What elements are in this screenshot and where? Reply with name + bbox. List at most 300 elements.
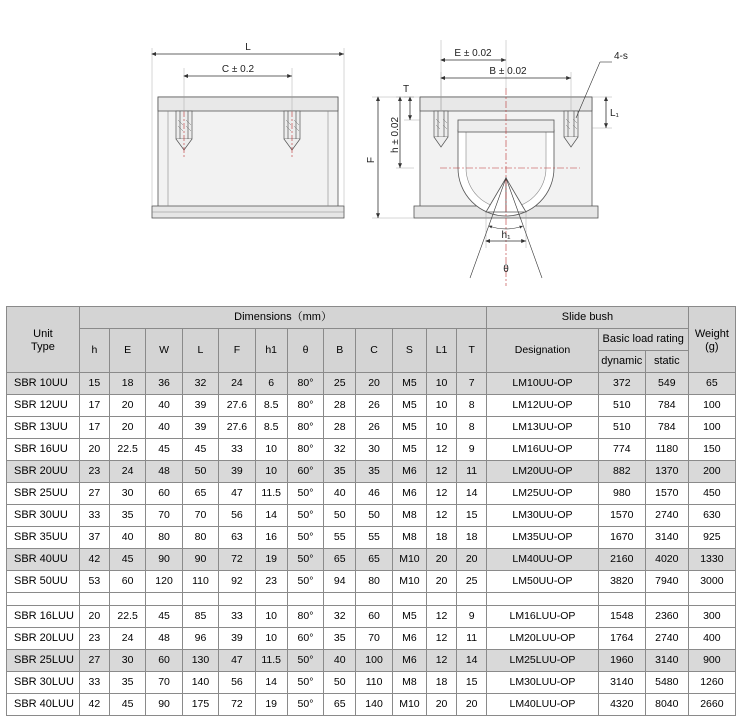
cell-dim-B: 28: [324, 417, 356, 439]
cell-dim-E: 35: [109, 672, 145, 694]
cell-weight: 1330: [688, 549, 735, 571]
cell-weight: 2660: [688, 694, 735, 716]
cell-dim-F: 27.6: [219, 417, 255, 439]
cell-designation: LM13UU-OP: [487, 417, 598, 439]
dim-T-label: T: [402, 84, 410, 95]
cell-dim-h1: 10: [255, 461, 287, 483]
cell-dim-W: 45: [146, 606, 182, 628]
dim-h-label: h ± 0.02: [390, 116, 401, 154]
dim-L1-label: L₁: [610, 108, 619, 119]
cell-dim-T: 11: [457, 461, 487, 483]
cell-dim-T: 18: [457, 527, 487, 549]
cell-dim-L: 80: [182, 527, 218, 549]
cell-dim-T: 11: [457, 628, 487, 650]
cell-dim-S: M5: [392, 606, 426, 628]
cell-dim-B: 55: [324, 527, 356, 549]
cell-weight: 630: [688, 505, 735, 527]
cell-dim-W: 45: [146, 439, 182, 461]
cell-dim-E: 20: [109, 417, 145, 439]
cell-dim-h: 33: [79, 672, 109, 694]
cell-dim-E: 24: [109, 628, 145, 650]
cell-dim-L: 175: [182, 694, 218, 716]
cell-dim-W: 36: [146, 373, 182, 395]
cell-dim-L: 70: [182, 505, 218, 527]
table-row: [7, 694, 736, 716]
cell-dim-T: 15: [457, 505, 487, 527]
cell-dim-W: 48: [146, 461, 182, 483]
cell-dim-T: 7: [457, 373, 487, 395]
header-h1: h1: [255, 329, 287, 373]
cell-dim-L: 32: [182, 373, 218, 395]
spec-table: [6, 306, 736, 716]
cell-weight: 900: [688, 650, 735, 672]
cell-dim-L: 110: [182, 571, 218, 593]
cell-dim-h: 23: [79, 461, 109, 483]
header-dimensions: Dimensions（mm）: [79, 307, 486, 329]
cell-dim-B: 35: [324, 628, 356, 650]
cell-dim-θ: 50°: [287, 483, 323, 505]
header-unit-type: Unit Type: [7, 307, 80, 373]
cell-dim-B: 25: [324, 373, 356, 395]
table-row: [7, 417, 736, 439]
cell-dim-T: 20: [457, 694, 487, 716]
header-E: E: [109, 329, 145, 373]
cell-dim-h1: 23: [255, 571, 287, 593]
cell-weight: 925: [688, 527, 735, 549]
cell-dim-E: 60: [109, 571, 145, 593]
cell-dim-E: 20: [109, 395, 145, 417]
cell-dim-S: M6: [392, 650, 426, 672]
header-L1: L1: [427, 329, 457, 373]
cell-dim-h1: 10: [255, 439, 287, 461]
cell-dim-S: M5: [392, 373, 426, 395]
cell-dim-C: 140: [356, 694, 392, 716]
cell-dim-h1: 8.5: [255, 395, 287, 417]
cell-dim-F: 72: [219, 694, 255, 716]
cell-dim-T: 15: [457, 672, 487, 694]
cell-dynamic: 1960: [598, 650, 645, 672]
cell-dim-B: 65: [324, 549, 356, 571]
cell-dim-E: 30: [109, 650, 145, 672]
header-L: L: [182, 329, 218, 373]
table-row: [7, 373, 736, 395]
cell-dim-T: 9: [457, 439, 487, 461]
cell-dim-T: 8: [457, 395, 487, 417]
cell-unit-type: SBR 20LUU: [7, 628, 80, 650]
cell-dim-L1: 20: [427, 571, 457, 593]
cell-dim-θ: 50°: [287, 694, 323, 716]
cell-dim-θ: 80°: [287, 373, 323, 395]
cell-dim-h: 27: [79, 483, 109, 505]
table-header: [7, 307, 736, 373]
cell-dim-h1: 6: [255, 373, 287, 395]
dim-C-label: C ± 0.2: [221, 64, 255, 75]
cell-dim-h: 53: [79, 571, 109, 593]
header-slide-bush: Slide bush: [487, 307, 688, 329]
table-row: [7, 606, 736, 628]
cell-static: 1370: [645, 461, 688, 483]
cell-dim-T: 25: [457, 571, 487, 593]
cell-dim-B: 35: [324, 461, 356, 483]
cell-dim-h: 20: [79, 606, 109, 628]
cell-dim-W: 90: [146, 694, 182, 716]
cell-unit-type: SBR 20UU: [7, 461, 80, 483]
cell-dim-h: 37: [79, 527, 109, 549]
cell-dim-L1: 12: [427, 439, 457, 461]
cell-dim-S: M8: [392, 672, 426, 694]
cell-dim-h1: 14: [255, 672, 287, 694]
cell-dynamic: 882: [598, 461, 645, 483]
cell-designation: LM16UU-OP: [487, 439, 598, 461]
dim-h1-label: h₁: [501, 230, 511, 241]
cell-dim-h1: 11.5: [255, 650, 287, 672]
cell-dim-F: 27.6: [219, 395, 255, 417]
cell-dim-B: 50: [324, 505, 356, 527]
cell-dim-L1: 10: [427, 395, 457, 417]
cell-dim-h1: 10: [255, 606, 287, 628]
header-h: h: [79, 329, 109, 373]
table-row: [7, 628, 736, 650]
cell-dim-θ: 80°: [287, 606, 323, 628]
spacer-cell: [146, 593, 182, 606]
cell-dim-L: 130: [182, 650, 218, 672]
spacer-cell: [645, 593, 688, 606]
cell-dim-F: 33: [219, 439, 255, 461]
cell-dim-F: 72: [219, 549, 255, 571]
cell-dim-θ: 50°: [287, 571, 323, 593]
cell-designation: LM25UU-OP: [487, 483, 598, 505]
cell-dim-θ: 80°: [287, 395, 323, 417]
cell-dim-L: 39: [182, 417, 218, 439]
table-row: [7, 483, 736, 505]
cell-unit-type: SBR 35UU: [7, 527, 80, 549]
cell-dim-L: 85: [182, 606, 218, 628]
cell-dim-θ: 50°: [287, 672, 323, 694]
cell-dim-h: 20: [79, 439, 109, 461]
cell-dim-E: 45: [109, 694, 145, 716]
cell-dim-L1: 10: [427, 417, 457, 439]
cell-dim-L1: 12: [427, 483, 457, 505]
cell-static: 1570: [645, 483, 688, 505]
cell-dim-S: M6: [392, 483, 426, 505]
cell-dim-F: 56: [219, 672, 255, 694]
cell-dynamic: 3820: [598, 571, 645, 593]
cell-dim-C: 20: [356, 373, 392, 395]
cell-dim-C: 70: [356, 628, 392, 650]
cell-dim-S: M10: [392, 549, 426, 571]
spacer-cell: [109, 593, 145, 606]
spacer-cell: [598, 593, 645, 606]
cell-dim-L1: 12: [427, 606, 457, 628]
spacer-cell: [255, 593, 287, 606]
cell-dim-L: 50: [182, 461, 218, 483]
cell-unit-type: SBR 50UU: [7, 571, 80, 593]
cell-dim-S: M10: [392, 694, 426, 716]
cell-designation: LM16LUU-OP: [487, 606, 598, 628]
cell-dim-θ: 50°: [287, 505, 323, 527]
cell-dim-E: 45: [109, 549, 145, 571]
cell-dynamic: 3140: [598, 672, 645, 694]
cell-dim-C: 100: [356, 650, 392, 672]
cell-dim-B: 32: [324, 439, 356, 461]
header-W: W: [146, 329, 182, 373]
cell-unit-type: SBR 16LUU: [7, 606, 80, 628]
cell-dim-B: 32: [324, 606, 356, 628]
cell-static: 784: [645, 417, 688, 439]
cell-dim-h1: 10: [255, 628, 287, 650]
dim-theta-label: θ: [503, 264, 509, 275]
cell-dim-θ: 60°: [287, 628, 323, 650]
cell-designation: LM25LUU-OP: [487, 650, 598, 672]
table-spacer-row: [7, 593, 736, 606]
dim-L-label: L: [245, 42, 251, 53]
drawing-svg: [0, 0, 742, 295]
cell-dynamic: 372: [598, 373, 645, 395]
cell-dim-W: 48: [146, 628, 182, 650]
table-row: [7, 650, 736, 672]
cell-designation: LM20UU-OP: [487, 461, 598, 483]
cell-unit-type: SBR 40LUU: [7, 694, 80, 716]
cell-dim-W: 60: [146, 650, 182, 672]
spacer-cell: [287, 593, 323, 606]
cell-dim-θ: 80°: [287, 417, 323, 439]
cell-dim-F: 39: [219, 628, 255, 650]
spacer-cell: [457, 593, 487, 606]
spacer-cell: [79, 593, 109, 606]
header-basic-load-rating: Basic load rating: [598, 329, 688, 351]
cell-weight: 150: [688, 439, 735, 461]
cell-static: 784: [645, 395, 688, 417]
cell-dim-S: M10: [392, 571, 426, 593]
cell-designation: LM50UU-OP: [487, 571, 598, 593]
cell-unit-type: SBR 12UU: [7, 395, 80, 417]
cell-unit-type: SBR 10UU: [7, 373, 80, 395]
cell-static: 5480: [645, 672, 688, 694]
cell-static: 1180: [645, 439, 688, 461]
cell-dynamic: 4320: [598, 694, 645, 716]
cell-dim-L: 96: [182, 628, 218, 650]
cell-dim-T: 8: [457, 417, 487, 439]
spacer-cell: [427, 593, 457, 606]
cell-dim-F: 92: [219, 571, 255, 593]
cell-dynamic: 774: [598, 439, 645, 461]
table-body: [7, 373, 736, 716]
cell-dynamic: 1570: [598, 505, 645, 527]
cell-dim-θ: 50°: [287, 527, 323, 549]
cell-dim-F: 33: [219, 606, 255, 628]
cell-dim-h: 42: [79, 549, 109, 571]
cell-dim-F: 47: [219, 483, 255, 505]
cell-designation: LM10UU-OP: [487, 373, 598, 395]
cell-dim-h: 15: [79, 373, 109, 395]
cell-dim-h1: 11.5: [255, 483, 287, 505]
cell-dim-L: 65: [182, 483, 218, 505]
cell-dim-T: 14: [457, 650, 487, 672]
cell-dim-W: 40: [146, 417, 182, 439]
spacer-cell: [392, 593, 426, 606]
cell-weight: 3000: [688, 571, 735, 593]
cell-dim-S: M6: [392, 628, 426, 650]
cell-dim-E: 22.5: [109, 439, 145, 461]
cell-weight: 100: [688, 417, 735, 439]
cell-dim-E: 18: [109, 373, 145, 395]
cell-dim-B: 94: [324, 571, 356, 593]
cell-dim-L: 45: [182, 439, 218, 461]
spacer-cell: [487, 593, 598, 606]
cell-weight: 1260: [688, 672, 735, 694]
cell-dim-C: 65: [356, 549, 392, 571]
header-theta: θ: [287, 329, 323, 373]
cell-weight: 400: [688, 628, 735, 650]
header-F: F: [219, 329, 255, 373]
cell-dim-L1: 20: [427, 549, 457, 571]
cell-dim-h: 27: [79, 650, 109, 672]
cell-dim-L1: 12: [427, 461, 457, 483]
cell-dim-L1: 12: [427, 505, 457, 527]
cell-dim-W: 60: [146, 483, 182, 505]
cell-dim-h: 42: [79, 694, 109, 716]
spacer-cell: [324, 593, 356, 606]
cell-dim-W: 90: [146, 549, 182, 571]
cell-dim-C: 35: [356, 461, 392, 483]
cell-dim-C: 110: [356, 672, 392, 694]
cell-weight: 200: [688, 461, 735, 483]
cell-unit-type: SBR 30LUU: [7, 672, 80, 694]
cell-dim-C: 30: [356, 439, 392, 461]
spacer-cell: [7, 593, 80, 606]
table-row: [7, 461, 736, 483]
cell-dynamic: 510: [598, 395, 645, 417]
cell-dim-L: 140: [182, 672, 218, 694]
cell-dim-F: 56: [219, 505, 255, 527]
table-row: [7, 571, 736, 593]
header-static: static: [645, 351, 688, 373]
cell-dim-L1: 18: [427, 672, 457, 694]
cell-unit-type: SBR 25UU: [7, 483, 80, 505]
cell-dim-θ: 50°: [287, 650, 323, 672]
table-row: [7, 527, 736, 549]
cell-designation: LM30LUU-OP: [487, 672, 598, 694]
cell-dim-L: 90: [182, 549, 218, 571]
cell-dim-C: 55: [356, 527, 392, 549]
table-row: [7, 439, 736, 461]
cell-dim-C: 46: [356, 483, 392, 505]
cell-dynamic: 2160: [598, 549, 645, 571]
cell-designation: LM12UU-OP: [487, 395, 598, 417]
table-row: [7, 395, 736, 417]
cell-unit-type: SBR 16UU: [7, 439, 80, 461]
cell-static: 3140: [645, 527, 688, 549]
cell-dim-T: 20: [457, 549, 487, 571]
header-T: T: [457, 329, 487, 373]
cell-designation: LM35UU-OP: [487, 527, 598, 549]
dim-4s-label: 4-s: [614, 51, 628, 62]
table-row: [7, 549, 736, 571]
cell-dim-S: M5: [392, 395, 426, 417]
cell-dim-F: 39: [219, 461, 255, 483]
cell-dim-B: 65: [324, 694, 356, 716]
cell-weight: 300: [688, 606, 735, 628]
header-S: S: [392, 329, 426, 373]
spacer-cell: [356, 593, 392, 606]
cell-dim-S: M6: [392, 461, 426, 483]
cell-dynamic: 510: [598, 417, 645, 439]
technical-drawing: [0, 0, 742, 295]
dim-E-label: E ± 0.02: [454, 48, 492, 59]
cell-weight: 100: [688, 395, 735, 417]
cell-dim-S: M5: [392, 417, 426, 439]
cell-dim-S: M8: [392, 505, 426, 527]
cell-dim-C: 80: [356, 571, 392, 593]
cell-weight: 450: [688, 483, 735, 505]
cell-dim-E: 30: [109, 483, 145, 505]
cell-dim-h1: 19: [255, 549, 287, 571]
cell-dim-S: M5: [392, 439, 426, 461]
cell-unit-type: SBR 13UU: [7, 417, 80, 439]
header-weight: Weight (g): [688, 307, 735, 373]
cell-dim-W: 80: [146, 527, 182, 549]
cell-dim-F: 47: [219, 650, 255, 672]
cell-static: 2740: [645, 505, 688, 527]
header-B: B: [324, 329, 356, 373]
cell-dim-θ: 50°: [287, 549, 323, 571]
cell-static: 549: [645, 373, 688, 395]
cell-dim-L1: 12: [427, 650, 457, 672]
spec-table-container: [6, 306, 736, 716]
header-designation: Designation: [487, 329, 598, 373]
dim-B-label: B ± 0.02: [489, 66, 527, 77]
cell-dim-L1: 20: [427, 694, 457, 716]
cell-dim-L1: 12: [427, 628, 457, 650]
cell-dim-W: 70: [146, 505, 182, 527]
cell-static: 3140: [645, 650, 688, 672]
cell-unit-type: SBR 25LUU: [7, 650, 80, 672]
cell-dim-E: 24: [109, 461, 145, 483]
spacer-cell: [182, 593, 218, 606]
cell-dim-C: 26: [356, 417, 392, 439]
cell-dim-T: 9: [457, 606, 487, 628]
cell-dim-θ: 60°: [287, 461, 323, 483]
spacer-cell: [688, 593, 735, 606]
cell-dim-E: 40: [109, 527, 145, 549]
cell-dynamic: 1548: [598, 606, 645, 628]
dim-F-label: F: [366, 156, 377, 164]
cell-dim-F: 24: [219, 373, 255, 395]
cell-designation: LM40UU-OP: [487, 549, 598, 571]
cell-dim-B: 28: [324, 395, 356, 417]
cell-dynamic: 1764: [598, 628, 645, 650]
cell-dim-B: 50: [324, 672, 356, 694]
cell-static: 7940: [645, 571, 688, 593]
cell-dim-S: M8: [392, 527, 426, 549]
cell-dim-h1: 8.5: [255, 417, 287, 439]
cell-dim-θ: 80°: [287, 439, 323, 461]
cell-dim-T: 14: [457, 483, 487, 505]
cell-dynamic: 1670: [598, 527, 645, 549]
cell-dim-C: 26: [356, 395, 392, 417]
cell-dim-L1: 18: [427, 527, 457, 549]
cell-dim-C: 60: [356, 606, 392, 628]
cell-dim-h1: 19: [255, 694, 287, 716]
cell-dim-h: 23: [79, 628, 109, 650]
cell-dim-W: 70: [146, 672, 182, 694]
cell-static: 2360: [645, 606, 688, 628]
cell-designation: LM30UU-OP: [487, 505, 598, 527]
header-dynamic: dynamic: [598, 351, 645, 373]
cell-dim-E: 35: [109, 505, 145, 527]
cell-designation: LM40LUU-OP: [487, 694, 598, 716]
cell-static: 8040: [645, 694, 688, 716]
